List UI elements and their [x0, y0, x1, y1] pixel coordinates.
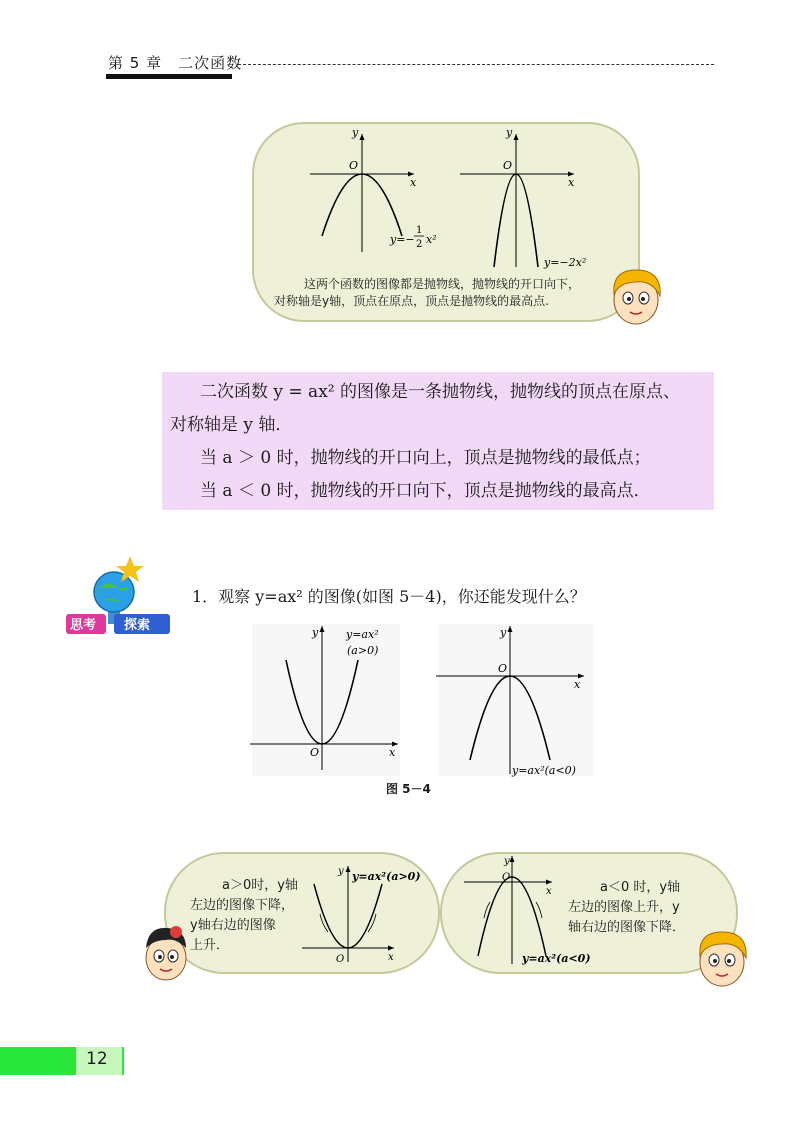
y-axis-arrow [510, 856, 515, 862]
origin-label: O [502, 872, 511, 883]
equation-prefix: y=− [390, 233, 415, 246]
y-axis-label: y [500, 626, 507, 639]
x-axis-arrow [388, 946, 394, 951]
figure-caption: 图 5－4 [386, 782, 431, 796]
descending-arrow-icon [536, 902, 542, 918]
definition-line-3: 当 a ＞ 0 时，抛物线的开口向上，顶点是抛物线的最低点； [200, 448, 651, 468]
graph-neg-2x2 [460, 126, 586, 269]
explore-globe-icon [64, 550, 174, 640]
cartoon-boy-avatar [690, 926, 754, 990]
x-axis-arrow [546, 880, 552, 885]
header-dashed-rule [238, 64, 714, 65]
equation-label: y=ax²(a>0) [352, 870, 421, 883]
question-1: 1．观察 y=ax² 的图像(如图 5－4)，你还能发现什么？ [192, 587, 586, 606]
y-axis-arrow [346, 866, 351, 872]
note-line-1: 这两个函数的图像都是抛物线，抛物线的开口向下， [304, 277, 581, 291]
chapter-header: 第 5 章 二次函数 [108, 54, 243, 72]
y-axis-label: y [312, 626, 319, 639]
x-axis-label: x [389, 746, 396, 759]
bubble-left-line-2: 左边的图像下降， [190, 898, 295, 913]
definition-line-1: 二次函数 y = ax² 的图像是一条抛物线，抛物线的顶点在原点、 [200, 382, 680, 402]
note-line-2: 对称轴是y轴，顶点在原点，顶点是抛物线的最高点. [274, 294, 549, 308]
bubble-right-line-3: 轴右边的图像下降． [568, 920, 686, 935]
page-number: 12 [86, 1049, 108, 1069]
origin-label: O [503, 159, 513, 172]
header-underline [106, 74, 232, 79]
graph-neg-half-x2 [310, 126, 437, 252]
y-axis-arrow [360, 134, 365, 140]
bubble-left-line-3: y轴右边的图像 [190, 918, 276, 933]
bubble-left-line-1: a＞0时，y轴 [222, 878, 298, 893]
y-axis-label: y [338, 866, 344, 877]
definition-line-2: 对称轴是 y 轴． [170, 415, 293, 435]
y-axis-label: y [506, 126, 513, 139]
definition-line-4: 当 a ＜ 0 时，抛物线的开口向下，顶点是抛物线的最高点． [200, 481, 651, 501]
fraction-denominator: 2 [416, 239, 423, 250]
y-axis-label: y [504, 856, 510, 867]
badge-right-text: 探索 [124, 618, 151, 633]
equation-variable: x² [426, 233, 437, 246]
origin-label: O [498, 662, 508, 675]
y-axis-label: y [352, 126, 359, 139]
x-axis-label: x [568, 176, 575, 189]
bubble-right-line-2: 左边的图像上升，y [568, 900, 680, 915]
badge-left-text: 思考 [70, 618, 97, 633]
equation-label: y=ax² [346, 628, 379, 641]
fraction-numerator: 1 [416, 225, 423, 236]
bubble-left-graph [298, 862, 428, 968]
equation-label: y=ax²(a<0) [522, 952, 591, 965]
cartoon-girl-avatar [132, 922, 196, 986]
bubble-right-graph [456, 852, 591, 968]
bubble-left-line-4: 上升． [190, 938, 230, 953]
condition-label: (a>0) [347, 644, 379, 657]
x-axis-label: x [546, 886, 552, 897]
ascending-arrow-icon [484, 902, 490, 918]
origin-label: O [336, 954, 345, 965]
x-axis-label: x [574, 678, 581, 691]
x-axis-label: x [410, 176, 417, 189]
figure-5-4 [248, 620, 598, 780]
x-axis-label: x [388, 952, 394, 963]
equation-label: y=−2x² [544, 256, 587, 269]
bubble-right-line-1: a＜0 时，y轴 [600, 880, 681, 895]
origin-label: O [349, 159, 359, 172]
y-axis-arrow [514, 134, 519, 140]
equation-label: y=ax²(a<0) [512, 764, 576, 777]
cartoon-boy-avatar [604, 264, 668, 328]
origin-label: O [310, 746, 320, 759]
